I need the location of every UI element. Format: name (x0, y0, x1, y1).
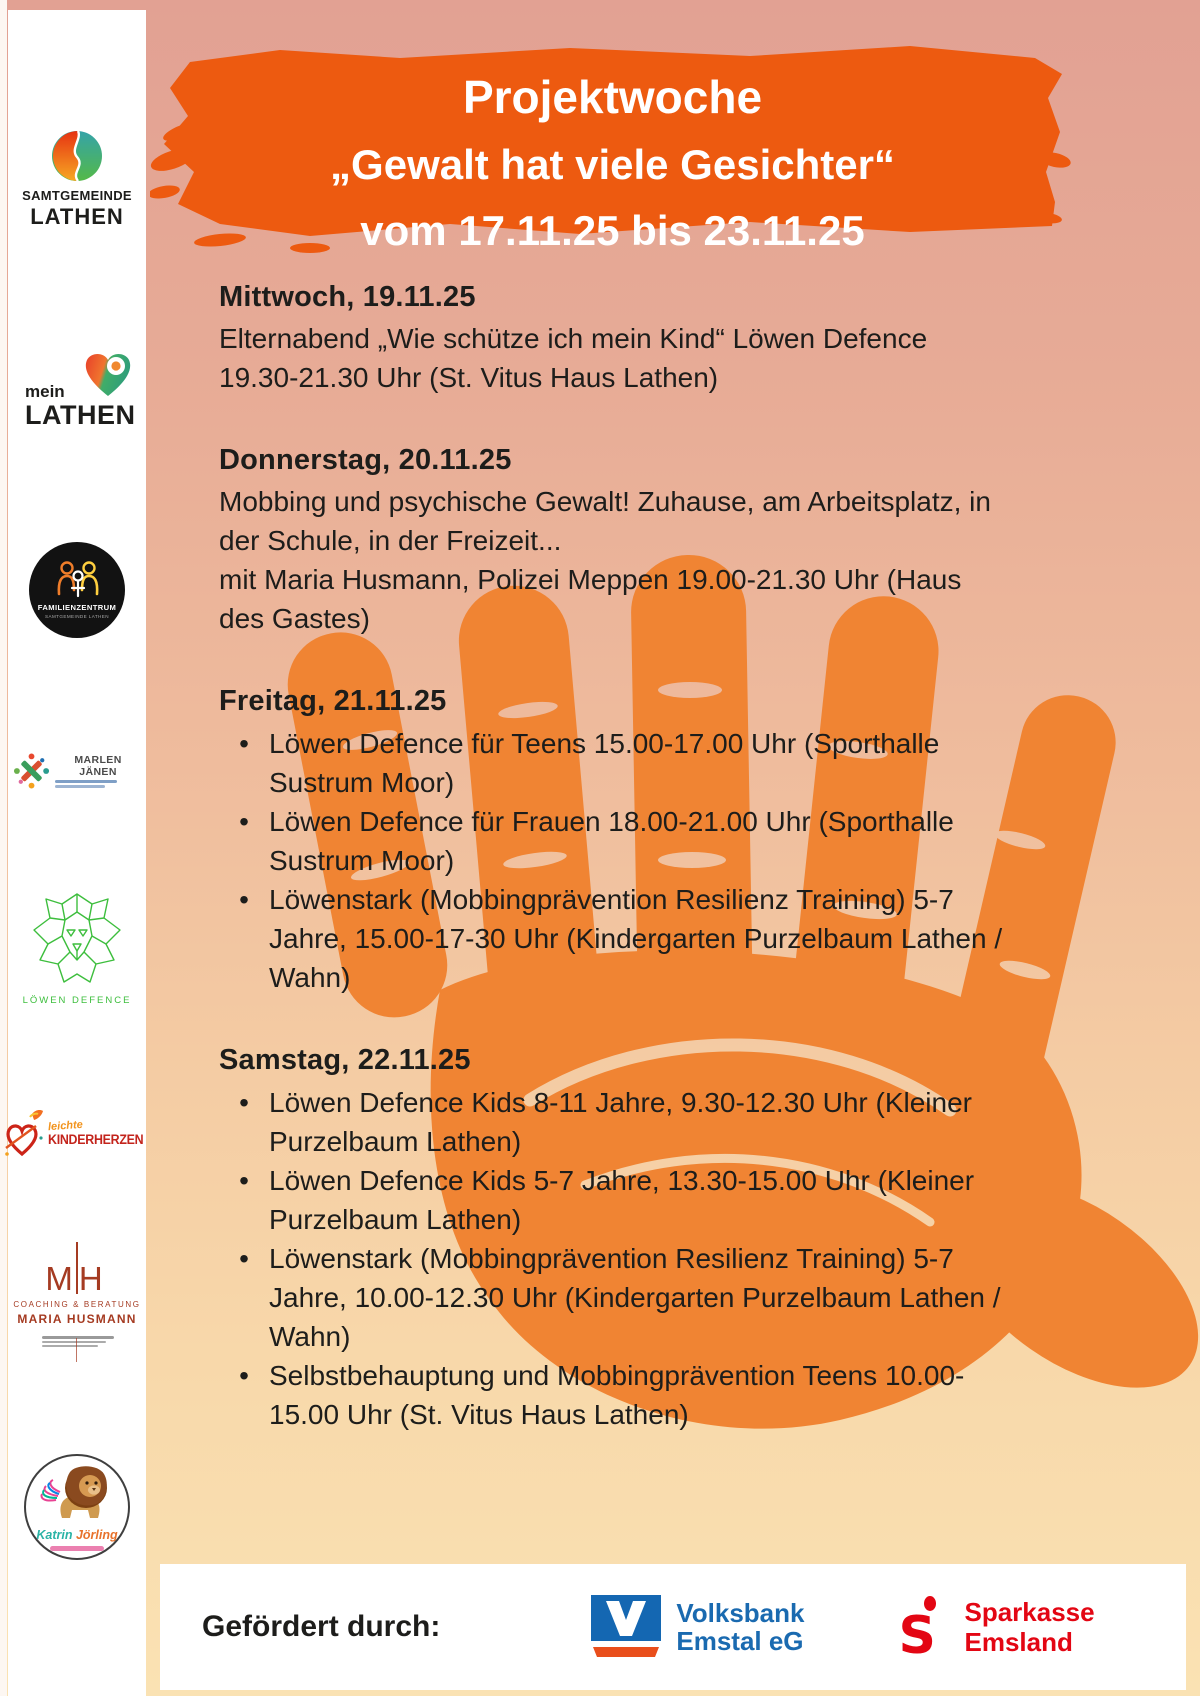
bullet-text (269, 880, 1002, 997)
bullet-item (219, 1083, 1099, 1161)
poster-title: Projektwoche (462, 71, 763, 123)
fine-print-line (42, 1336, 114, 1339)
bullet-text (269, 724, 939, 802)
bullet-line: Löwen Defence für Frauen 18.00-21.00 Uhr (Sporthalle (269, 806, 954, 837)
bullet-item (219, 880, 1099, 997)
bullet-line: Purzelbaum Lathen) (269, 1126, 522, 1157)
logo-familienzentrum (8, 542, 146, 638)
bullet-marker: • (239, 884, 249, 915)
logo-text: Sparkasse (964, 1597, 1095, 1627)
fine-print-line (42, 1341, 106, 1343)
people-pinwheel-icon (13, 752, 50, 790)
heart-pin-icon (81, 350, 135, 398)
logo-text: COACHING & BERATUNG (13, 1300, 141, 1309)
day-heading: Mittwoch, 19.11.25 (219, 281, 476, 313)
bullet-text (269, 1083, 972, 1161)
bullet-text (269, 1239, 1001, 1356)
poster-subtitle: „Gewalt hat viele Gesichter“ (330, 141, 895, 188)
lion-illustration-badge (24, 1454, 130, 1560)
mh-vertical-line (76, 1338, 77, 1362)
logo-text: LATHEN (25, 400, 136, 430)
bullet-marker: • (239, 1360, 249, 1391)
geometric-lion-icon (31, 892, 123, 990)
partner-logo-sidebar (8, 10, 146, 1696)
schedule-section-donnerstag (219, 444, 1099, 638)
bullet-text (269, 1161, 974, 1239)
bullet-line: Sustrum Moor) (269, 767, 455, 798)
logo-text: FAMILIENZENTRUM (37, 603, 117, 612)
bullet-line: Purzelbaum Lathen) (269, 1204, 522, 1235)
bullet-item (219, 802, 1099, 880)
schedule-line: 19.30-21.30 Uhr (St. Vitus Haus Lathen) (219, 362, 719, 393)
logo-text: MARLEN JÄNEN (74, 754, 122, 779)
samtgemeinde-emblem-icon (51, 130, 103, 182)
bullet-line: Sustrum Moor) (269, 845, 455, 876)
schedule-line: Mobbing und psychische Gewalt! Zuhause, am Arbeitsplatz, in (219, 486, 991, 517)
sponsor-footer (160, 1564, 1186, 1690)
left-edge-strip (0, 0, 7, 1696)
familienzentrum-circle-icon (29, 542, 125, 638)
logo-kinderherzen (8, 1108, 146, 1158)
bullet-marker: • (239, 728, 249, 759)
logo-text: mein (25, 382, 65, 401)
logo-text: MARIA HUSMANN (17, 1312, 137, 1326)
bullet-marker: • (239, 1243, 249, 1274)
logo-monogram: MH (45, 1260, 109, 1297)
poster-date-range: vom 17.11.25 bis 23.11.25 (360, 207, 865, 254)
logo-mh-coaching (8, 1242, 146, 1362)
lion-illustration-icon (26, 1462, 124, 1526)
sparkasse-name (964, 1597, 1094, 1657)
logo-mein-lathen (8, 350, 146, 442)
logo-text: Volksbank (676, 1598, 805, 1628)
bullet-list (219, 1083, 1099, 1434)
bullet-line: Löwen Defence Kids 5-7 Jahre, 13.30-15.00 Uhr (Kleiner (269, 1165, 975, 1196)
schedule (219, 281, 1099, 1481)
bullet-line: Löwen Defence Kids 8-11 Jahre, 9.30-12.30 Uhr (Kleiner (269, 1087, 972, 1118)
bullet-line: Löwenstark (Mobbingprävention Resilienz Training) 5-7 (269, 1243, 954, 1274)
heart-rocket-icon (2, 1108, 46, 1158)
day-heading: Samstag, 22.11.25 (219, 1044, 471, 1076)
volksbank-logo (590, 1595, 804, 1659)
logo-text: LATHEN (30, 204, 124, 229)
family-figures-icon (29, 542, 125, 638)
bullet-text (269, 802, 954, 880)
bullet-text (269, 1356, 964, 1434)
logo-text: SAMTGEMEINDE (22, 188, 132, 203)
logo-loewen-defence (8, 892, 146, 1006)
logo-text: Emsland (964, 1627, 1073, 1657)
bullet-line: Löwen Defence für Teens 15.00-17.00 Uhr (Sporthalle (269, 728, 940, 759)
bullet-marker: • (239, 1165, 249, 1196)
fine-print-line (42, 1345, 98, 1347)
bullet-item (219, 724, 1099, 802)
bullet-item (219, 1161, 1099, 1239)
bullet-line: Jahre, 15.00-17-30 Uhr (Kindergarten Purzelbaum Lathen / (269, 923, 1003, 954)
fine-print-line (50, 1546, 104, 1551)
volksbank-icon (590, 1595, 662, 1659)
bullet-line: Wahn) (269, 1321, 351, 1352)
day-heading: Donnerstag, 20.11.25 (219, 444, 512, 476)
logo-samtgemeinde-lathen (8, 130, 146, 230)
bullet-item (219, 1356, 1099, 1434)
logo-text: LÖWEN DEFENCE (22, 995, 132, 1006)
day-heading: Freitag, 21.11.25 (219, 685, 447, 717)
schedule-line: des Gastes) (219, 603, 370, 634)
bullet-marker: • (239, 1087, 249, 1118)
schedule-section-freitag (219, 685, 1099, 997)
logo-text: Katrin Jörling (36, 1528, 118, 1542)
logo-katrin-joerling (8, 1454, 146, 1560)
funded-by-label: Gefördert durch: (202, 1610, 441, 1643)
schedule-line: Elternabend „Wie schütze ich mein Kind“ Löwen Defence (219, 323, 928, 354)
logo-text: SAMTGEMEINDE LATHEN (45, 614, 109, 619)
bullet-line: Jahre, 10.00-12.30 Uhr (Kindergarten Purzelbaum Lathen / (269, 1282, 1001, 1313)
schedule-line: mit Maria Husmann, Polizei Meppen 19.00-21.30 Uhr (Haus (219, 564, 962, 595)
logo-text: KINDERHERZEN (48, 1131, 144, 1147)
bullet-line: Löwenstark (Mobbingprävention Resilienz Training) 5-7 (269, 884, 954, 915)
sparkasse-logo (896, 1596, 1095, 1666)
schedule-section-samstag (219, 1044, 1099, 1434)
bullet-marker: • (239, 806, 249, 837)
bullet-line: Selbstbehauptung und Mobbingprävention Teens 10.00- (269, 1360, 965, 1391)
fine-print-line (55, 780, 117, 783)
schedule-line: der Schule, in der Freizeit... (219, 525, 562, 556)
bullet-line: Wahn) (269, 962, 351, 993)
title-block (160, 58, 1065, 255)
bullet-item (219, 1239, 1099, 1356)
bullet-line: 15.00 Uhr (St. Vitus Haus Lathen) (269, 1399, 689, 1430)
sparkasse-s: S (898, 1606, 936, 1666)
logo-text: leichte (47, 1118, 84, 1133)
sparkasse-icon (896, 1596, 948, 1666)
bullet-list (219, 724, 1099, 997)
logo-marlen-jaenen (8, 752, 146, 790)
logo-text: Emstal eG (676, 1626, 804, 1656)
volksbank-name (676, 1599, 804, 1655)
schedule-section-mittwoch (219, 281, 1099, 397)
fine-print-line (55, 785, 105, 788)
